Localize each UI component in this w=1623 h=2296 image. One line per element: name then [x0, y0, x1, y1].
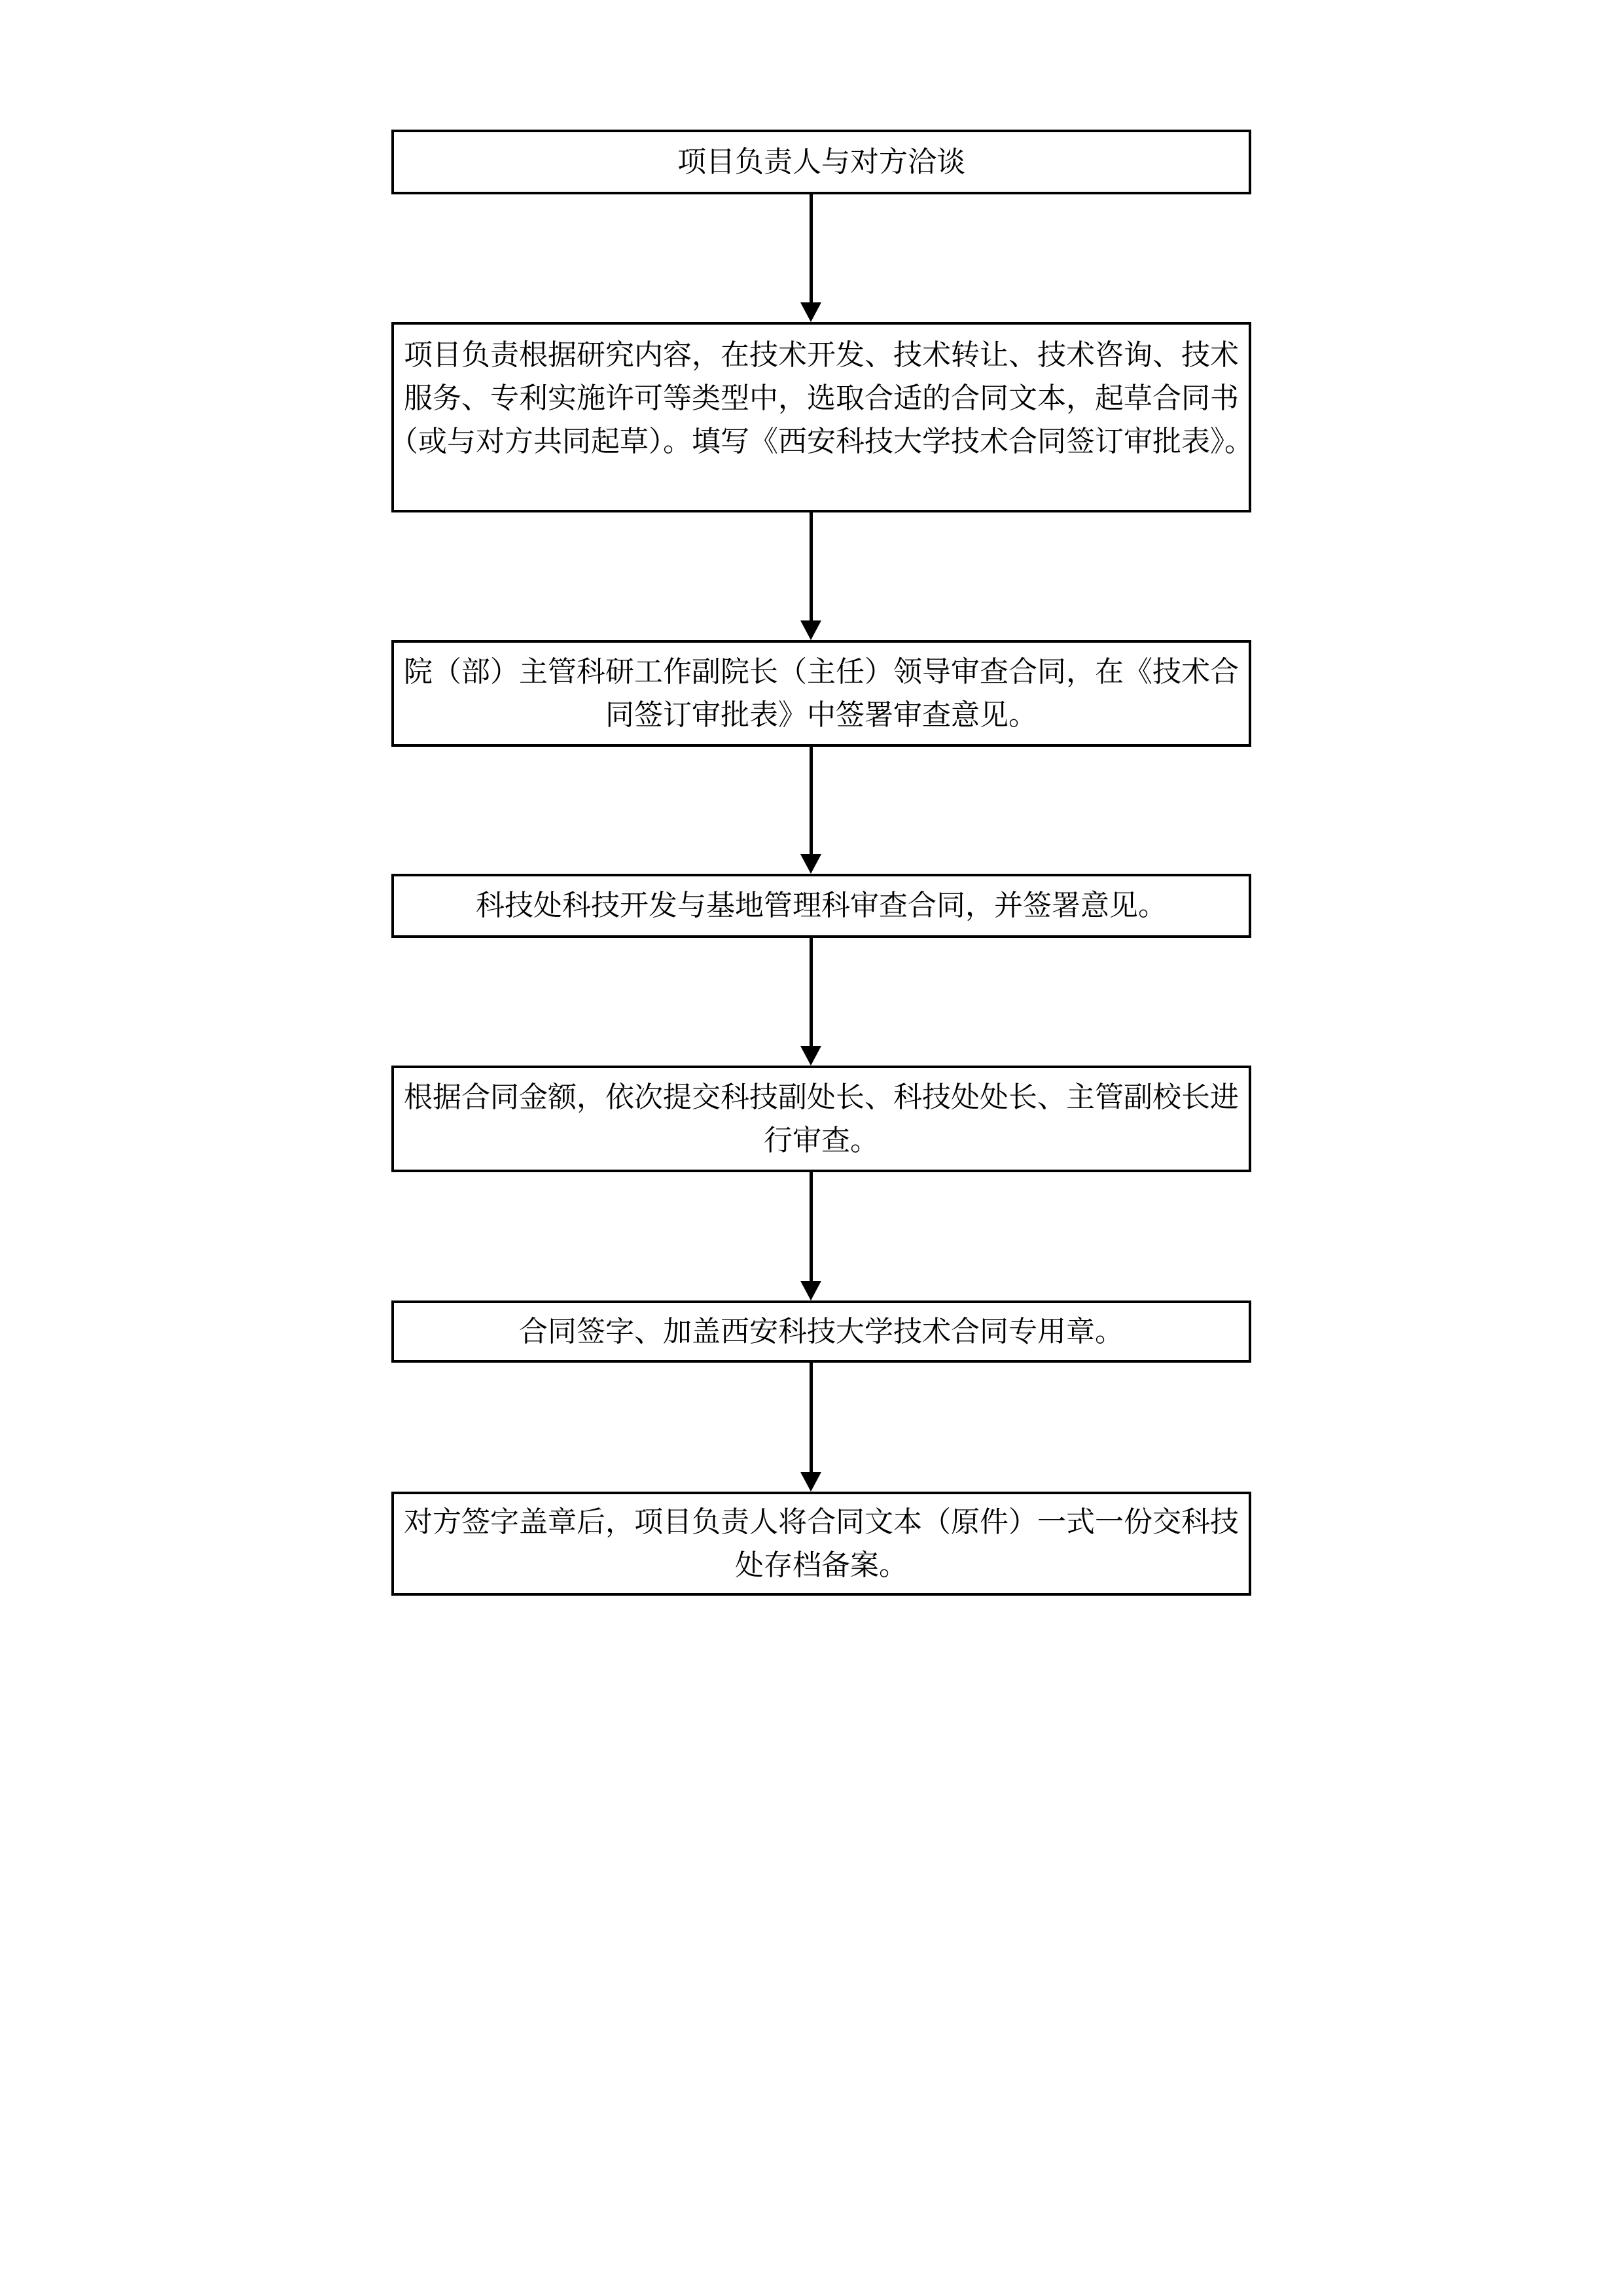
flow-step-text-line: 处存档备案。 [735, 1549, 908, 1581]
down-arrow-connector-5 [799, 1172, 823, 1300]
arrow-shaft [810, 1172, 813, 1281]
flow-step-3 [391, 640, 1251, 747]
flow-step-text-line: 对方签字盖章后，项目负责人将合同文本（原件）一式一份交科技 [404, 1505, 1239, 1538]
flow-step-text-line: 项目负责根据研究内容，在技术开发、技术转让、技术咨询、技术 [404, 339, 1239, 371]
flow-step-text-line: （或与对方共同起草）。填写《西安科技大学技术合同签订审批表》。 [389, 425, 1253, 457]
arrow-head-icon [800, 1281, 821, 1300]
arrow-shaft [810, 938, 813, 1046]
arrow-head-icon [800, 1472, 821, 1492]
flow-step-4 [391, 874, 1251, 938]
down-arrow-connector-3 [799, 747, 823, 874]
flow-step-text-line: 同签订审批表》中签署审查意见。 [605, 698, 1037, 731]
flow-step-text-line: 根据合同金额，依次提交科技副处长、科技处处长、主管副校长进 [404, 1081, 1239, 1113]
flow-step-text-line: 项目负责人与对方洽谈 [677, 145, 965, 178]
down-arrow-connector-4 [799, 938, 823, 1066]
down-arrow-connector-2 [799, 512, 823, 640]
flow-step-text-line: 科技处科技开发与基地管理科审查合同，并签署意见。 [476, 889, 1167, 922]
arrow-shaft [810, 1363, 813, 1472]
arrow-shaft [810, 747, 813, 854]
flow-step-2 [391, 322, 1251, 512]
flow-step-text-line: 院（部）主管科研工作副院长（主任）领导审查合同，在《技术合 [404, 655, 1239, 688]
arrow-shaft [810, 194, 813, 302]
arrow-shaft [810, 512, 813, 620]
flow-step-7 [391, 1492, 1251, 1596]
arrow-head-icon [800, 854, 821, 874]
down-arrow-connector-6 [799, 1363, 823, 1492]
arrow-head-icon [800, 302, 821, 322]
flow-step-text-line: 合同签字、加盖西安科技大学技术合同专用章。 [519, 1315, 1124, 1348]
flow-step-text-line: 行审查。 [764, 1124, 879, 1157]
arrow-head-icon [800, 1046, 821, 1066]
flow-step-6 [391, 1300, 1251, 1363]
flow-step-text-line: 服务、专利实施许可等类型中，选取合适的合同文本，起草合同书 [404, 382, 1239, 414]
flow-step-1 [391, 130, 1251, 194]
arrow-head-icon [800, 620, 821, 640]
down-arrow-connector-1 [799, 194, 823, 322]
flow-step-5 [391, 1066, 1251, 1172]
